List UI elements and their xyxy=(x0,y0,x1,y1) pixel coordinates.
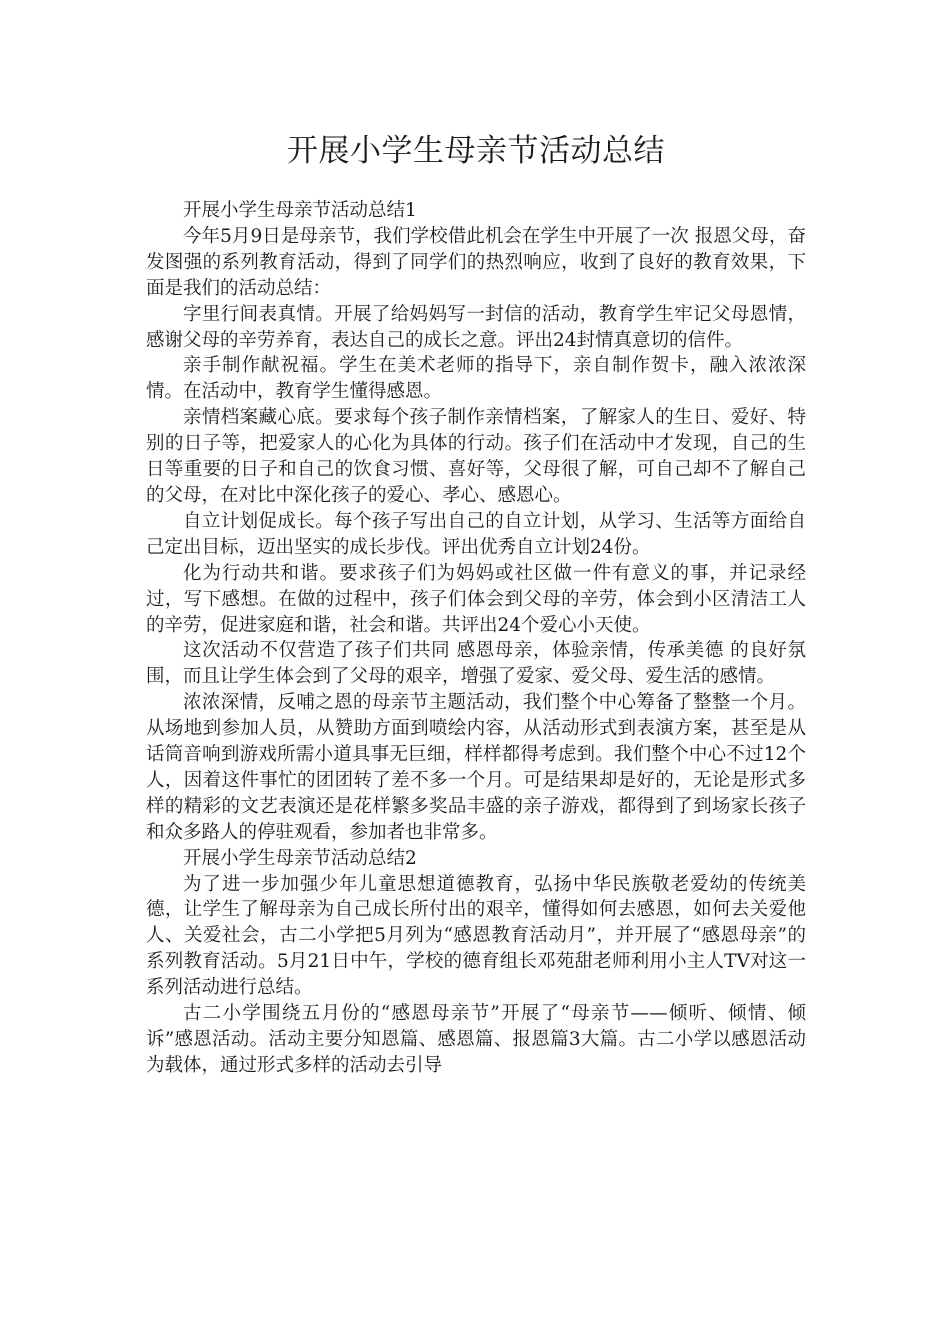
paragraph-gratitude-month: 为了进一步加强少年儿童思想道德教育，弘扬中华民族敬老爱幼的传统美德，让学生了解母亲为自己成长所付出的艰辛，懂得如何去感恩，如何去关爱他人、关爱社会，古二小学把5月列为“感恩教育活动月”，并开展了“感恩母亲”的系列教育活动。5月21日中午，学校的德育组长邓苑甜老师利用小主人TV对这一系列活动进行总结。 xyxy=(146,873,806,999)
paragraph-summary: 这次活动不仅营造了孩子们共同 感恩母亲，体验亲情，传承美德 的良好氛围，而且让学生体会到了父母的艰辛，增强了爱家、爱父母、爱生活的感情。 xyxy=(146,640,806,688)
paragraph-center-preparation: 浓浓深情，反哺之恩的母亲节主题活动，我们整个中心筹备了整整一个月。从场地到参加人员，从赞助方面到喷绘内容，从活动形式到表演方案，甚至是从话筒音响到游戏所需小道具事无巨细，样样都得考虑到。我们整个中心不过12个人，因着这件事忙的团团转了差不多一个月。可是结果却是好的，无论是形式多样的精彩的文艺表演还是花样繁多奖品丰盛的亲子游戏，都得到了到场家长孩子和众多路人的停驻观看，参加者也非常多。 xyxy=(146,692,806,843)
paragraph-self-reliance: 自立计划促成长。每个孩子写出自己的自立计划，从学习、生活等方面给自己定出目标，迈出坚实的成长步伐。评出优秀自立计划24份。 xyxy=(146,510,806,558)
paragraph-letters: 字里行间表真情。开展了给妈妈写一封信的活动，教育学生牢记父母恩情，感谢父母的辛劳养育，表达自己的成长之意。评出24封情真意切的信件。 xyxy=(146,303,806,351)
paragraph-family-archive: 亲情档案藏心底。要求每个孩子制作亲情档案，了解家人的生日、爱好、特别的日子等，把爱家人的心化为具体的行动。孩子们在活动中才发现，自己的生日等重要的日子和自己的饮食习惯、喜好等，父母很了解，可自己却不了解自己的父母，在对比中深化孩子的爱心、孝心、感恩心。 xyxy=(146,407,806,506)
section-heading-2: 开展小学生母亲节活动总结2 xyxy=(183,847,417,869)
section-heading-1: 开展小学生母亲节活动总结1 xyxy=(183,200,417,221)
intro-paragraph: 今年5月9日是母亲节，我们学校借此机会在学生中开展了一次 报恩父母，奋发图强的系列教育活动，得到了同学们的热烈响应，收到了良好的教育效果，下面是我们的活动总结： xyxy=(146,225,806,299)
paragraph-cards: 亲手制作献祝福。学生在美术老师的指导下，亲自制作贺卡，融入浓浓深情。在活动中，教育学生懂得感恩。 xyxy=(146,355,806,403)
document-title: 开展小学生母亲节活动总结 xyxy=(287,133,665,169)
paragraph-action: 化为行动共和谐。要求孩子们为妈妈或社区做一件有意义的事，并记录经过，写下感想。在做的过程中，孩子们体会到父母的辛劳，体会到小区清洁工人的辛劳，促进家庭和谐，社会和谐。共评出24个爱心小天使。 xyxy=(146,562,806,636)
document-body xyxy=(146,198,806,1079)
paragraph-school-activities: 古二小学围绕五月份的“感恩母亲节”开展了“母亲节——倾听、倾情、倾诉”感恩活动。活动主要分知恩篇、感恩篇、报恩篇3大篇。古二小学以感恩活动为载体，通过形式多样的活动去引导 xyxy=(146,1003,806,1076)
